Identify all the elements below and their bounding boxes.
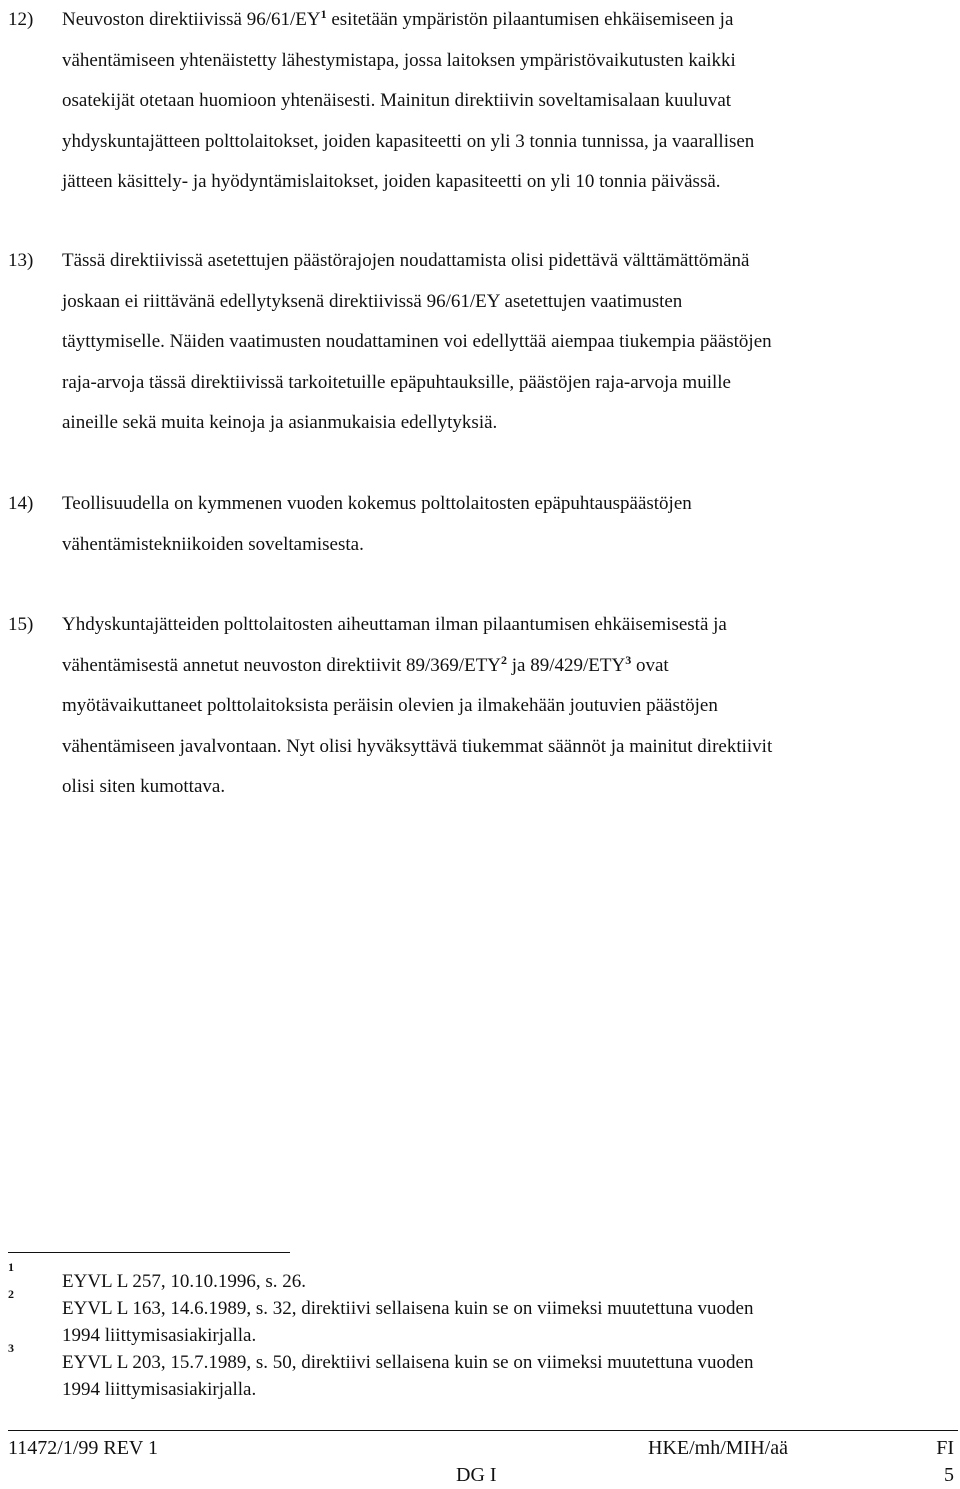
footnote-text [62, 1295, 948, 1349]
text-line [62, 727, 948, 768]
footnote-line: 1994 liittymisasiakirjalla. [62, 1379, 257, 1400]
text-segment: raja-arvoja tässä direktiivissä tarkoitetuille epäpuhtauksille, päästöjen raja-arvoja muille [62, 371, 731, 393]
paragraph-text [62, 605, 948, 808]
footnote-line: EYVL L 257, 10.10.1996, s. 26. [62, 1271, 306, 1292]
footnote-text [62, 1349, 948, 1403]
paragraph [8, 0, 948, 203]
footer-separator [8, 1430, 958, 1431]
document-reference: 11472/1/99 REV 1 [8, 1437, 159, 1459]
text-line [62, 122, 948, 163]
paragraph-text [62, 241, 948, 444]
footnote-reference: 2 [501, 652, 508, 667]
paragraph-number: 15) [8, 614, 34, 635]
footnote [8, 1260, 948, 1295]
text-segment: joskaan ei riittävänä edellytyksenä direktiivissä 96/61/EY asetettujen vaatimusten [62, 290, 683, 312]
text-segment: yhdyskuntajätteen polttolaitokset, joiden kapasiteetti on yli 3 tonnia tunnissa, ja vaarallisen [62, 130, 755, 152]
text-line [62, 363, 948, 404]
text-segment: vähentämistekniikoiden soveltamisesta. [62, 533, 364, 555]
text-segment: ja 89/429/ETY [507, 654, 626, 676]
text-segment: Tässä direktiivissä asetettujen päästörajojen noudattamista olisi pidettävä välttämättömänä [62, 250, 750, 271]
text-segment: vähentämiseen javalvontaan. Nyt olisi hyväksyttävä tiukemmat säännöt ja mainitut direktiivit [62, 735, 773, 757]
text-line [62, 241, 948, 282]
author-initials: HKE/mh/MIH/aä [648, 1437, 788, 1459]
page-number: 5 [944, 1464, 954, 1486]
paragraph-text [62, 0, 948, 203]
footnote-text [62, 1268, 948, 1295]
text-line [62, 322, 948, 363]
text-line [62, 81, 948, 122]
paragraph-number: 14) [8, 493, 34, 514]
text-line [62, 767, 948, 808]
text-line [62, 0, 948, 41]
footnote-line: EYVL L 203, 15.7.1989, s. 50, direktiivi sellaisena kuin se on viimeksi muutettuna vuoden [62, 1352, 754, 1373]
text-segment: aineille sekä muita keinoja ja asianmukaisia edellytyksiä. [62, 412, 498, 433]
directorate-general: DG I [456, 1464, 497, 1486]
text-line [62, 282, 948, 323]
text-segment: Neuvoston direktiivissä 96/61/EY [62, 9, 321, 30]
text-segment: myötävaikuttaneet polttolaitoksista peräisin olevien ja ilmakehään joutuvien päästöjen [62, 695, 718, 716]
text-segment: esitetään ympäristön pilaantumisen ehkäisemiseen ja [326, 9, 734, 30]
text-line [62, 686, 948, 727]
footnote-mark: 3 [8, 1341, 14, 1355]
language-code: FI [936, 1437, 954, 1459]
text-line [62, 403, 948, 444]
paragraph-number: 12) [8, 9, 34, 30]
text-line [62, 525, 948, 566]
footnote [8, 1287, 948, 1349]
text-segment: Teollisuudella on kymmenen vuoden kokemus polttolaitosten epäpuhtauspäästöjen [62, 493, 692, 514]
text-segment: vähentämisestä annetut neuvoston direktiivit 89/369/ETY [62, 654, 502, 676]
text-segment: vähentämiseen yhtenäistetty lähestymistapa, jossa laitoksen ympäristövaikutusten kaikki [62, 49, 736, 71]
paragraph [8, 605, 948, 808]
footnote-mark: 1 [8, 1260, 14, 1274]
text-segment: olisi siten kumottava. [62, 776, 226, 797]
paragraph [8, 241, 948, 444]
paragraph-number: 13) [8, 250, 34, 271]
text-line [62, 162, 948, 203]
footnote-line: EYVL L 163, 14.6.1989, s. 32, direktiivi sellaisena kuin se on viimeksi muutettuna vuoden [62, 1298, 754, 1319]
text-line [62, 605, 948, 646]
text-segment: täyttymiselle. Näiden vaatimusten noudattaminen voi edellyttää aiempaa tiukempia päästöjen [62, 331, 772, 352]
text-segment: jätteen käsittely- ja hyödyntämislaitokset, joiden kapasiteetti on yli 10 tonnia päivässä. [62, 171, 721, 192]
text-line [62, 646, 948, 687]
paragraph-text [62, 484, 948, 565]
text-segment: Yhdyskuntajätteiden polttolaitosten aiheuttaman ilman pilaantumisen ehkäisemisestä ja [62, 614, 727, 635]
text-line [62, 484, 948, 525]
text-segment: ovat [631, 654, 669, 676]
text-line [62, 41, 948, 82]
footnote [8, 1341, 948, 1403]
footnote-reference: 3 [625, 652, 632, 667]
footnote-mark: 2 [8, 1287, 14, 1301]
paragraph [8, 484, 948, 565]
footnote-line: 1994 liittymisasiakirjalla. [62, 1325, 257, 1346]
text-segment: osatekijät otetaan huomioon yhtenäisesti. Mainitun direktiivin soveltamisalaan kuuluvat [62, 90, 732, 111]
footnote-reference: 1 [320, 7, 327, 21]
footnote-separator [8, 1252, 290, 1253]
